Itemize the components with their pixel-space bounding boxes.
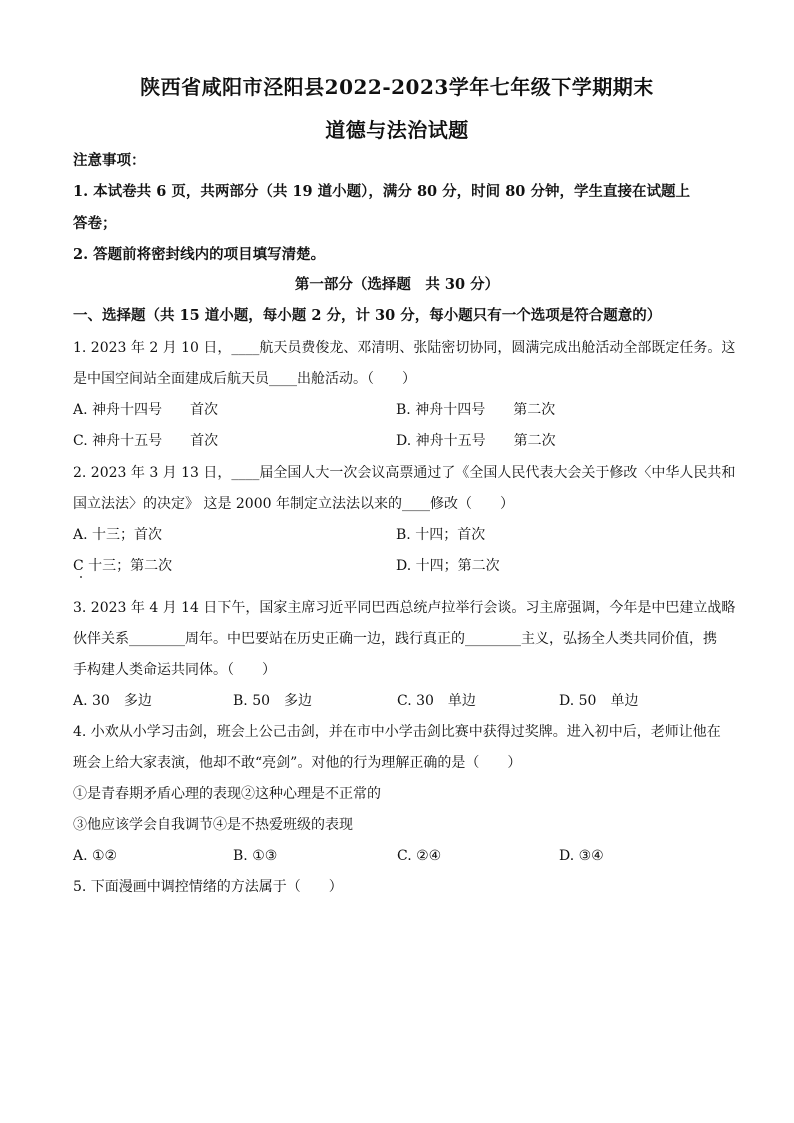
option-c: C. ②④	[397, 848, 442, 864]
notice-item-2: 2. 答题前将密封线内的项目填写清楚。	[73, 246, 326, 263]
option-c: C 十三；第二次	[73, 558, 173, 574]
question-stem-line: 5. 下面漫画中调控情绪的方法属于（ ）	[73, 879, 343, 895]
option-a: A. 30 多边	[73, 693, 152, 709]
notice-item-1: 1. 本试卷共 6 页，共两部分（共 19 道小题），满分 80 分，时间 80 分钟，学生直接在试题上	[73, 183, 690, 200]
question-stem-line: 伙伴关系________周年。中巴要站在历史正确一边，践行真正的________主义，弘扬全人类共同价值，携	[73, 631, 717, 647]
question-stem-line: 班会上给大家表演，他却不敢“亮剑”。对他的行为理解正确的是（ ）	[73, 755, 522, 771]
question-stem-line: 手构建人类命运共同体。（ ）	[73, 662, 276, 678]
question-stem-line: 2. 2023 年 3 月 13 日，____届全国人大一次会议高票通过了《全国人民代表大会关于修改〈中华人民共和	[73, 465, 736, 481]
exam-subtitle: 道德与法治试题	[325, 118, 469, 142]
option-b: B. 神舟十四号 第二次	[396, 402, 556, 418]
option-a: A. ①②	[73, 848, 118, 864]
question-stem-line: 4. 小欢从小学习击剑，班会上公己击剑，并在市中小学击剑比赛中获得过奖牌。进入初中后，老师让他在	[73, 724, 721, 740]
option-d: D. 十四；第二次	[396, 558, 500, 574]
part1-heading: 第一部分（选择题 共 30 分）	[294, 276, 500, 293]
question-stem-line: 国立法法〉的决定》 这是 2000 年制定立法法以来的____修改（ ）	[73, 496, 514, 512]
question-stem-line: 是中国空间站全面建成后航天员____出舱活动。（ ）	[73, 371, 416, 387]
option-c: C. 30 单边	[397, 693, 476, 709]
option-d: D. 神舟十五号 第二次	[396, 433, 556, 449]
option-a: A. 神舟十四号 首次	[73, 402, 219, 418]
question-stem-line: 1. 2023 年 2 月 10 日，____航天员费俊龙、邓清明、张陆密切协同，圆满完成出舱活动全部既定任务。这	[73, 340, 736, 356]
option-d: D. ③④	[559, 848, 604, 864]
notice-heading: 注意事项：	[73, 152, 146, 169]
option-b: B. ①③	[233, 848, 278, 864]
question-statement-line: ③他应该学会自我调节④是不热爱班级的表现	[73, 817, 353, 833]
option-c: C. 神舟十五号 首次	[73, 433, 219, 449]
scan-speck	[80, 576, 82, 578]
option-d: D. 50 单边	[559, 693, 639, 709]
section-heading: 一、选择题（共 15 道小题，每小题 2 分，计 30 分，每小题只有一个选项是符合题意的）	[73, 307, 662, 324]
option-b: B. 50 多边	[233, 693, 313, 709]
option-b: B. 十四；首次	[396, 527, 486, 543]
question-statement-line: ①是青春期矛盾心理的表现②这种心理是不正常的	[73, 786, 381, 802]
exam-title: 陕西省咸阳市泾阳县2022-2023学年七年级下学期期末	[140, 75, 654, 99]
option-a: A. 十三；首次	[73, 527, 163, 543]
question-stem-line: 3. 2023 年 4 月 14 日下午，国家主席习近平同巴西总统卢拉举行会谈。习主席强调，今年是中巴建立战略	[73, 600, 736, 616]
notice-item-1-cont: 答卷；	[73, 215, 117, 232]
